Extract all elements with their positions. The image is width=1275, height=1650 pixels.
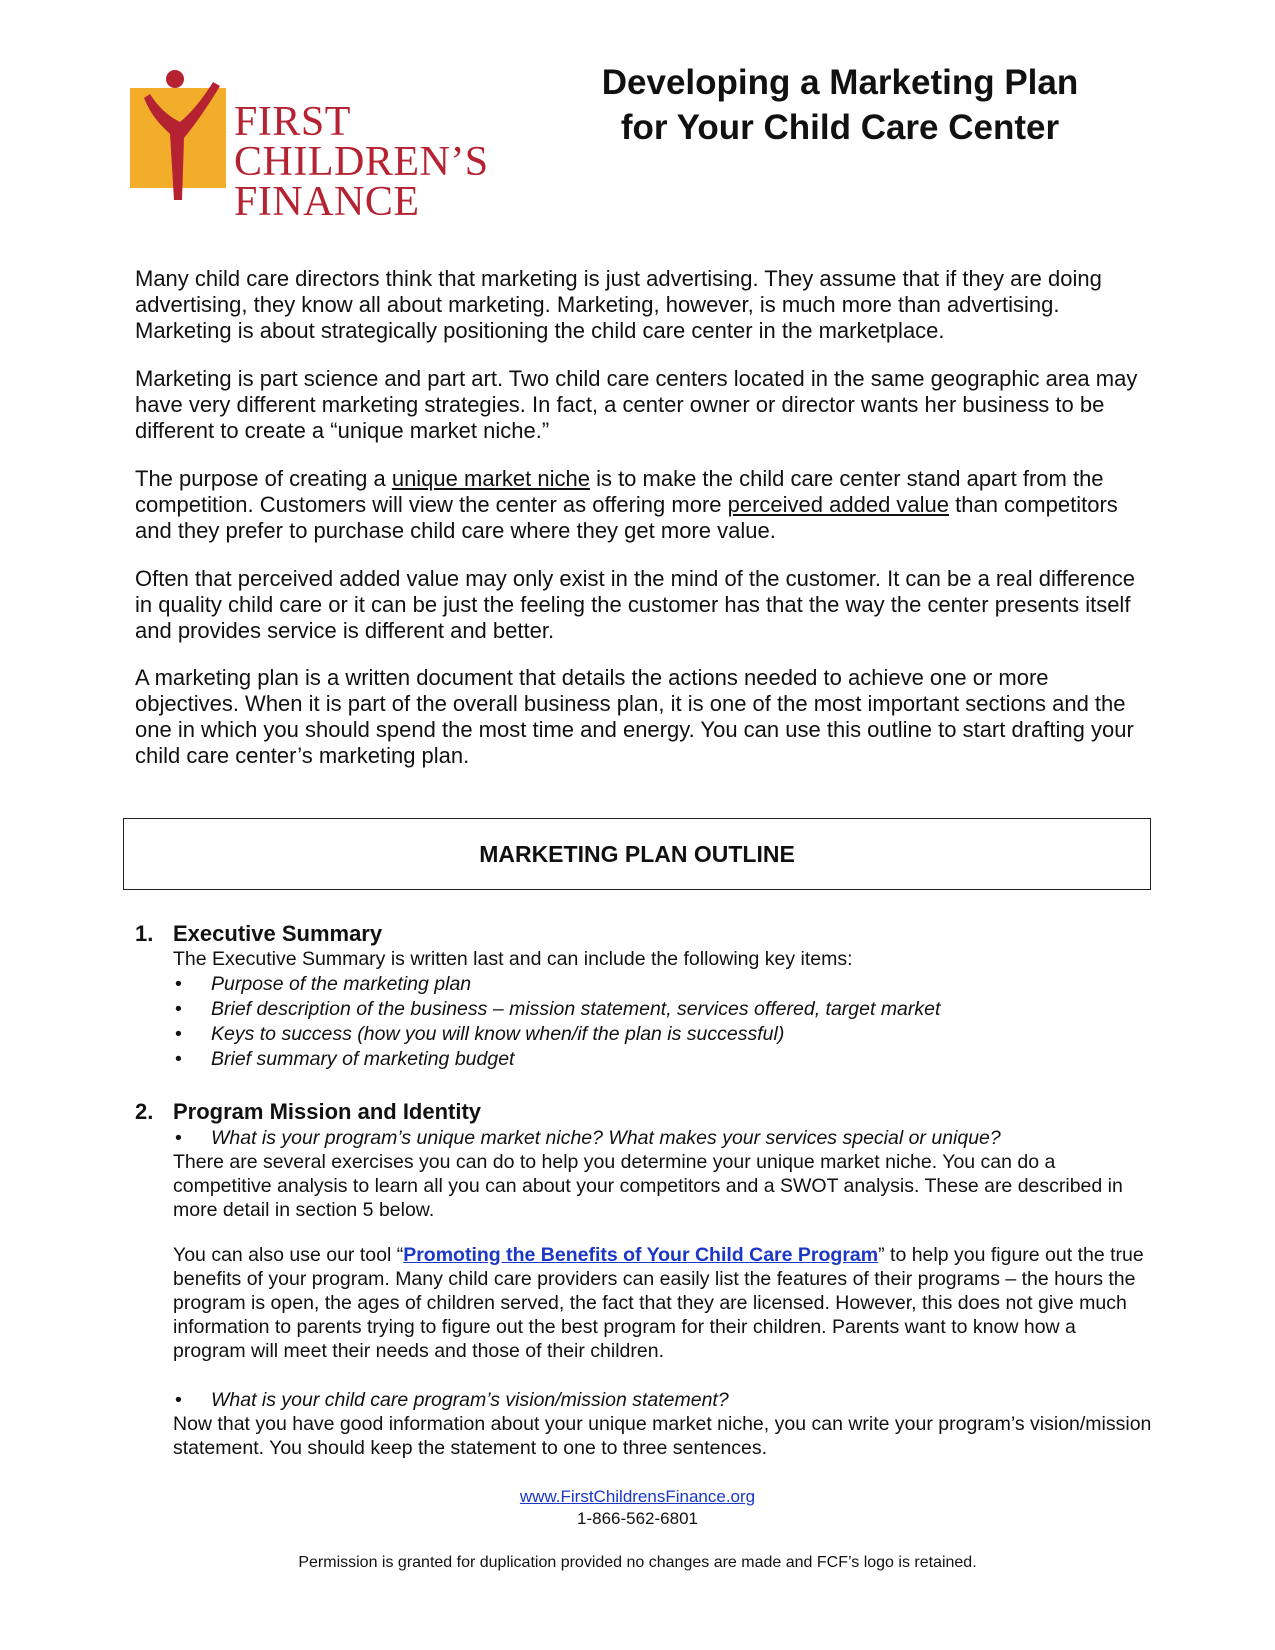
- section-1-lead: The Executive Summary is written last and can include the following key items:: [173, 948, 853, 970]
- logo-line: FIRST: [234, 99, 351, 145]
- section-number: 1.: [135, 921, 154, 946]
- outline-heading: MARKETING PLAN OUTLINE: [479, 840, 795, 867]
- p2-text-a: You can also use our tool “: [173, 1244, 404, 1266]
- perceived-added-value-term: perceived added value: [727, 492, 950, 517]
- section-1-heading: [135, 921, 382, 947]
- intro-paragraph-2: Marketing is part science and part art. Two child care centers located in the same geographic area may have very different marketing strategies. In fact, a center owner or director wants her business to be different to create a “unique market niche.”: [135, 366, 1138, 443]
- promoting-benefits-link[interactable]: Promoting the Benefits of Your Child Care Program: [403, 1244, 879, 1266]
- website-link[interactable]: www.FirstChildrensFinance.org: [519, 1487, 756, 1506]
- intro-paragraph-4: Often that perceived added value may only exist in the mind of the customer. It can be a real difference in quality child care or it can be just the feeling the customer has that the way the center presents itself and provides service is different and better.: [135, 566, 1135, 643]
- section-2-question-1: [173, 1126, 1153, 1151]
- section-2-heading: [135, 1099, 481, 1125]
- section-2-question-2: [173, 1388, 1153, 1413]
- permission-notice: Permission is granted for duplication provided no changes are made and FCF’s logo is retained.: [298, 1554, 977, 1571]
- list-item: • Brief summary of marketing budget: [173, 1047, 1153, 1072]
- section-2-paragraph-2: [173, 1243, 1153, 1363]
- intro-paragraph-1: Many child care directors think that marketing is just advertising. They assume that if they are doing advertising, they know all about marketing. Marketing, however, is much more than advertising. Marketing is about strategically positioning the child care center in the marketplace.: [135, 266, 1102, 343]
- intro-paragraph-3: [135, 466, 1150, 544]
- document-title: [560, 60, 1120, 150]
- p2-text-b: ” to help you figure out the true benefits of your program. Many child care providers can easily list the features of their programs – the hours the program is open, the ages of children served, the fact that they are licensed. However, this does not give much information to parents trying to figure out the best program for their children. Parents want to know how a program will meet their needs and those of their children.: [173, 1244, 1144, 1362]
- logo-line: CHILDREN’S: [234, 139, 489, 185]
- list-item: • Keys to success (how you will know when/if the plan is successful): [173, 1022, 1153, 1047]
- list-item: • Purpose of the marketing plan: [173, 972, 1153, 997]
- section-title: Program Mission and Identity: [173, 1099, 482, 1124]
- list-item: • What is your child care program’s vision/mission statement?: [173, 1388, 1153, 1413]
- p3-text-c: than competitors and they prefer to purchase child care where they get more value.: [135, 492, 1118, 543]
- outline-heading-box: [123, 818, 1151, 890]
- logo-wordmark: [234, 99, 489, 225]
- section-2-paragraph-1: There are several exercises you can do to help you determine your unique market niche. You can do a competitive analysis to learn all you can about your competitors and a SWOT analysis. These are described in more detail in section 5 below.: [173, 1151, 1123, 1221]
- title-line-1: Developing a Marketing Plan: [601, 63, 1079, 102]
- title-line-2: for Your Child Care Center: [620, 108, 1060, 147]
- section-1-bullet-list: [173, 972, 1153, 1072]
- p3-text-b: is to make the child care center stand apart from the competition. Customers will view the center as offering more: [135, 466, 1104, 517]
- logo-line: FINANCE: [234, 179, 420, 225]
- section-title: Executive Summary: [173, 921, 383, 946]
- list-item: • Brief description of the business – mission statement, services offered, target market: [173, 997, 1153, 1022]
- section-2-paragraph-3: Now that you have good information about your unique market niche, you can write your program’s vision/mission statement. You should keep the statement to one to three sentences.: [173, 1413, 1152, 1459]
- section-number: 2.: [135, 1099, 154, 1124]
- footer-contact: [0, 1486, 1275, 1530]
- list-item: • What is your program’s unique market niche? What makes your services special or unique?: [173, 1126, 1153, 1151]
- p3-text-a: The purpose of creating a: [135, 466, 392, 491]
- intro-paragraph-5: A marketing plan is a written document that details the actions needed to achieve one or more objectives. When it is part of the overall business plan, it is one of the most important sections and the one in which you should spend the most time and energy. You can use this outline to start drafting your child care center’s marketing plan.: [135, 665, 1134, 768]
- child-figure-icon: [130, 68, 230, 218]
- phone-number: 1-866-562-6801: [577, 1509, 698, 1528]
- fcf-logo: [130, 68, 490, 225]
- unique-market-niche-term: unique market niche: [391, 466, 590, 491]
